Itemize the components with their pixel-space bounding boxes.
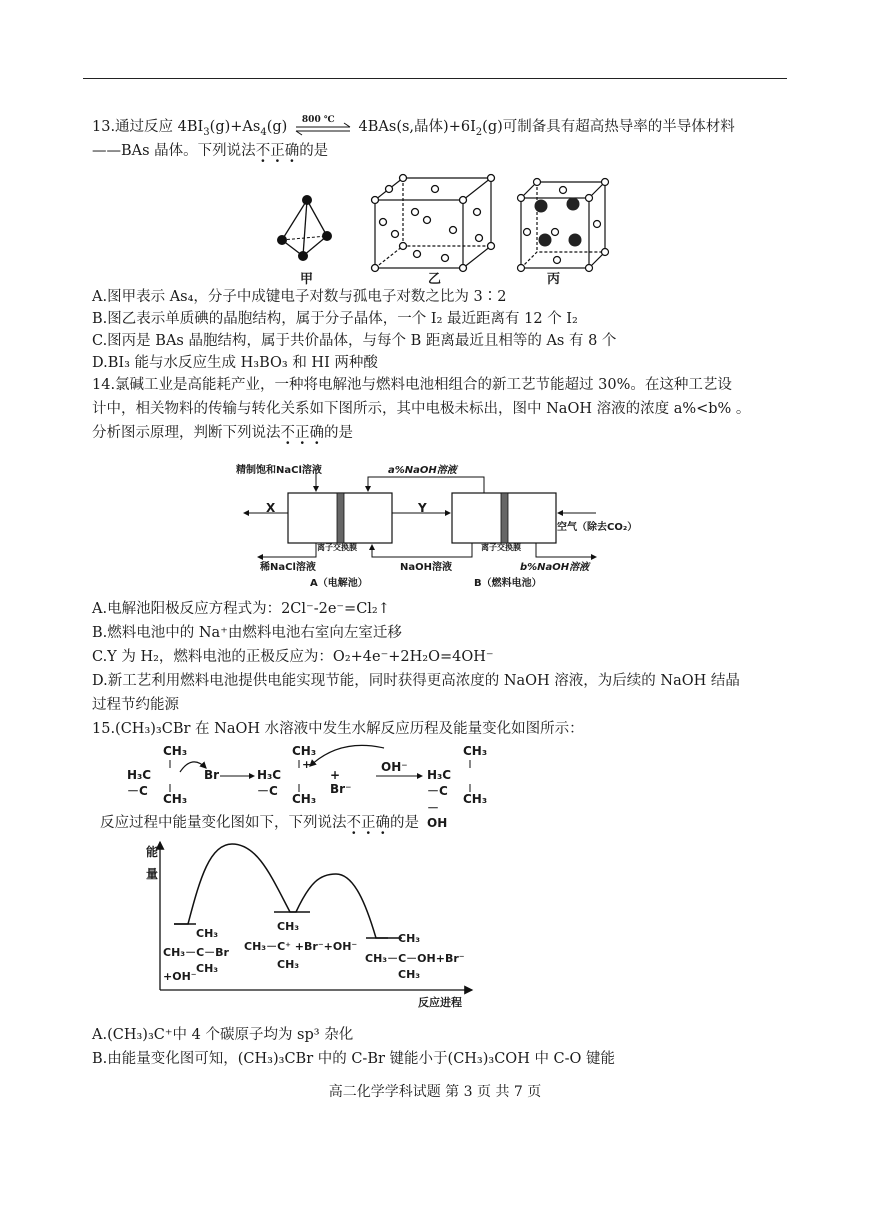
q15-stem: 15.(CH₃)₃CBr 在 NaOH 水溶液中发生水解反应历程及能量变化如图所示： [92, 721, 584, 737]
label-nacl-feed: 精制饱和NaCl溶液 [236, 465, 322, 476]
label-cell-a: A（电解池） [310, 578, 368, 589]
mechanism-arrows [120, 740, 540, 810]
label-a-naoh: a%NaOH溶液 [388, 465, 457, 476]
reactant-label: CH₃－C－Br [163, 946, 229, 959]
q14-stem-line1: 14.氯碱工业是高能耗产业，一种将电解池与燃料电池相组合的新工艺节能超过 30%。在这种工艺设 [92, 377, 732, 393]
label-cell-b: B（燃料电池） [474, 578, 542, 589]
q15-option-b: B.由能量变化图可知，(CH₃)₃CBr 中的 C-Br 键能小于(CH₃)₃COH 中 C-O 键能 [92, 1051, 616, 1067]
bas-unit-cell [521, 182, 605, 268]
label-dilute-nacl: 稀NaCl溶液 [260, 562, 316, 573]
crystal-structures-figure [265, 172, 625, 287]
q14-option-d-line2: 过程节约能源 [92, 697, 179, 713]
label-x: X [266, 501, 276, 515]
q15-option-a: A.(CH₃)₃C⁺中 4 个碳原子均为 sp³ 杂化 [92, 1027, 354, 1043]
fig-label-bing: 丙 [547, 272, 561, 287]
q14-option-c: C.Y 为 H₂，燃料电池的正极反应为：O₂+4e⁻+2H₂O=4OH⁻ [92, 649, 494, 665]
label-air: 空气（除去CO₂） [557, 522, 638, 533]
fig-label-yi: 乙 [428, 272, 442, 287]
reaction-progress-label: 反应进程 [418, 996, 462, 1009]
top-rule [83, 78, 787, 79]
label-y: Y [418, 501, 427, 515]
energy-axis-label-1: 能 [146, 845, 159, 859]
q13-option-b: B.图乙表示单质碘的晶胞结构，属于分子晶体，一个 I₂ 最近距离有 12 个 I₂ [92, 311, 578, 327]
q13-stem-line1: 13.通过反应 $4BI_3(g)+As_4(g)$ 800 ℃ 4BAs(s,晶体)$+6I_2(g)$可制备具有超高热导率的半导体材料 [92, 115, 735, 138]
product-label: CH₃－C－OH+Br⁻ [365, 952, 465, 965]
label-naoh-mid: NaOH溶液 [400, 562, 452, 573]
page-footer: 高二化学学科试题 第 3 页 共 7 页 [328, 1084, 542, 1100]
q14-option-b: B.燃料电池中的 Na⁺由燃料电池右室向左室迁移 [92, 625, 402, 641]
emphasis-not-correct: 不正确 [280, 425, 324, 441]
emphasis-not-correct: 不正确 [346, 815, 390, 831]
q14-option-a: A.电解池阳极反应方程式为：2Cl⁻-2e⁻=Cl₂↑ [92, 601, 390, 617]
label-b-naoh: b%NaOH溶液 [520, 562, 590, 573]
label-membrane-a: 离子交换膜 [317, 543, 357, 552]
emphasis-not-correct: 不正确 [255, 143, 300, 159]
label-membrane-b: 离子交换膜 [481, 543, 521, 552]
fig-label-jia: 甲 [300, 272, 314, 287]
intermediate-label: CH₃－C⁺ +Br⁻+OH⁻ [244, 940, 358, 953]
reversible-arrow: 800 ℃ [292, 119, 354, 135]
q13-stem-line2: ——BAs 晶体。下列说法不正确的是 [92, 143, 329, 159]
tetrahedron-as4 [277, 195, 332, 261]
q14-stem-line3: 分析图示原理，判断下列说法不正确的是 [92, 425, 353, 441]
q15-sub-stem: 反应过程中能量变化图如下，下列说法不正确的是 [100, 815, 419, 831]
q14-option-d-line1: D.新工艺利用燃料电池提供电能实现节能，同时获得更高浓度的 NaOH 溶液，为后续的 NaOH 结晶 [92, 673, 740, 689]
q14-stem-line2: 计中，相关物料的传输与转化关系如下图所示，其中电极未标出，图中 NaOH 溶液的浓度 a%<b% 。 [92, 401, 751, 417]
q13-option-d: D.BI₃ 能与水反应生成 H₃BO₃ 和 HI 两种酸 [92, 355, 378, 371]
energy-axis-label-2: 量 [146, 867, 159, 881]
q13-option-c: C.图丙是 BAs 晶胞结构，属于共价晶体，与每个 B 距离最近且相等的 As 有 8 个 [92, 333, 617, 349]
q13-option-a: A.图甲表示 As₄，分子中成键电子对数与孤电子对数之比为 3∶2 [92, 289, 507, 305]
